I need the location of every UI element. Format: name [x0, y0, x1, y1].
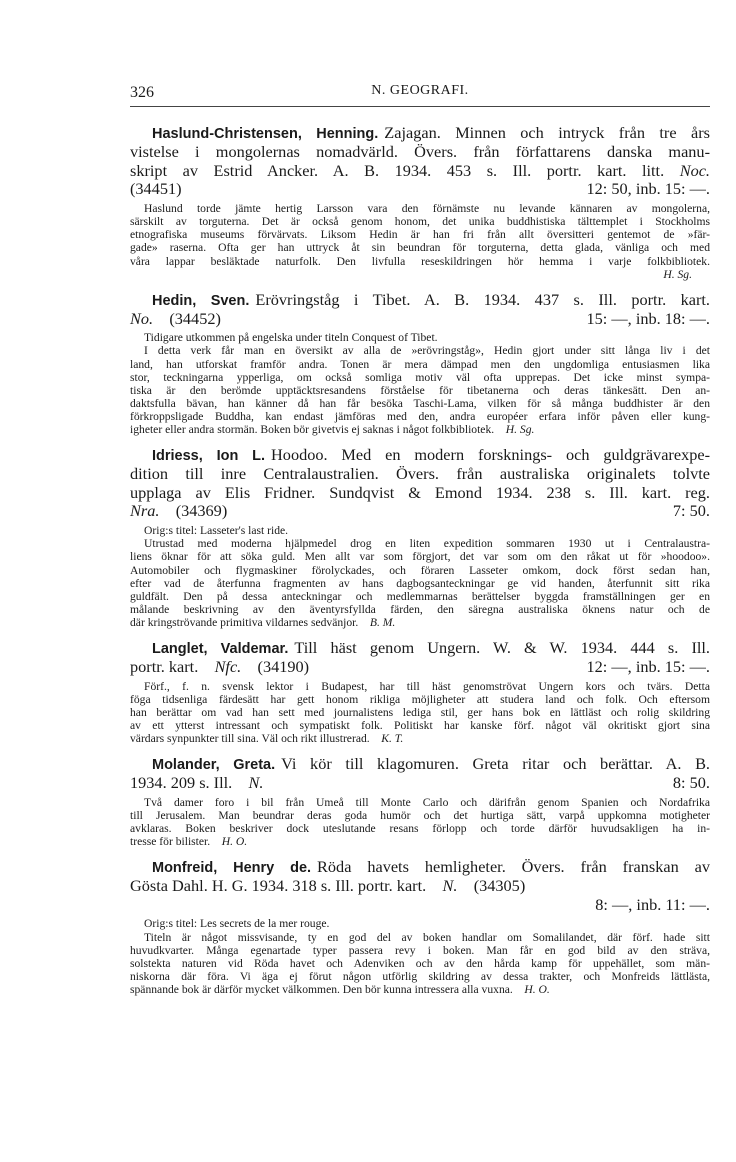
author-name: Haslund-Christensen, Henning. — [152, 126, 379, 142]
review-line — [130, 255, 710, 268]
review-text: huvudkvarter. Många egenartade typer passera revy i boken. Man får en god bild av den sträva, — [130, 943, 710, 957]
review — [130, 331, 710, 436]
review-text: värdars synpunkter till sina. Väl och rikt illustrerad. — [130, 732, 370, 745]
book-entry — [130, 755, 710, 848]
catalog-number: (34369) — [175, 501, 228, 521]
review-text: våra lappar besläktade naturfolk. Den livfulla reseskildringen hör hemma i varje folkbibliotek. — [130, 254, 710, 268]
review-line — [130, 202, 710, 215]
publisher-code: N. — [248, 772, 264, 792]
reviewer-signature: H. O. — [221, 834, 248, 848]
author-name: Idriess, Ion L. — [152, 448, 266, 465]
review-text: stor, teckningarna ypperliga, om också somliga motiv väl ofta upprepas. Det icke minst sympa- — [130, 370, 710, 384]
review-line — [130, 423, 710, 436]
price-line — [130, 896, 710, 915]
biblio-text: Till häst genom Ungern. W. & W. 1934. 444 s. Ill. — [294, 639, 710, 658]
review-text: I detta verk får man en översikt av alla de »erövringståg», Hedin gjort under sitt långa liv i det — [144, 344, 710, 358]
publisher-code: Nra. — [130, 501, 160, 521]
review — [130, 202, 710, 281]
biblio-left — [130, 310, 221, 329]
review-text: etnografiska museums förvärvats. Liksom Hedin är han fri från allt översitteri gentemot de »fär- — [130, 228, 710, 242]
review-line — [130, 931, 710, 944]
review-text: igheter eller andra stormän. Boken bör givetvis ej saknas i något folkbibliotek. — [130, 423, 495, 436]
biblio-line — [130, 446, 710, 465]
publisher-code: Nfc. — [214, 656, 242, 676]
biblio-left — [130, 180, 182, 199]
review-line — [130, 706, 710, 719]
publisher-code: No. — [130, 308, 154, 328]
review-line — [130, 809, 710, 822]
author-name: Hedin, Sven. — [152, 292, 250, 309]
review-line — [130, 577, 710, 590]
price: 12: —, inb. 15: —. — [586, 656, 710, 676]
review-line — [130, 957, 710, 970]
biblio-text: Gösta Dahl. H. G. 1934. 318 s. Ill. portr. kart. — [130, 875, 427, 895]
review-text: Titeln är något missvisande, ty en god del av boken handlar om Somalilandet, där förf. hade sitt — [144, 930, 710, 944]
biblio-line — [130, 774, 710, 793]
catalog-number: (34305) — [473, 875, 526, 895]
review-text: solstekta naturen vid Röda havet och Adenviken och av den hårda kamp för uppehället, som män- — [130, 956, 710, 970]
biblio-text: upplaga av Elis Fridner. Sundqvist & Emond 1934. 238 s. Ill. kart. reg. — [130, 483, 710, 502]
review-line — [130, 268, 710, 281]
biblio-left — [130, 502, 227, 521]
biblio-text: vistelse i mongolernas nomadvärld. Övers. från författarens danska manu- — [130, 142, 710, 161]
section-title: N. GEOGRAFI. — [371, 83, 469, 98]
review-line — [130, 215, 710, 228]
review-text: guldfält. Den på dessa anteckningar och medlemmarnas berättelser byggda framställningen ger en — [130, 589, 710, 603]
page-number: 326 — [130, 84, 154, 101]
review-text: Utrustad med moderna hjälpmedel drog en liten expedition sommaren 1930 ut i Centralaustra- — [144, 537, 710, 551]
review-line — [130, 796, 710, 809]
biblio-text: portr. kart. — [130, 656, 199, 676]
biblio-line — [130, 291, 710, 310]
review-line — [130, 835, 710, 848]
reviewer-signature: H. O. — [524, 982, 550, 996]
review-text: efter vad de återfunna fragmenten av hans dagbogsanteckningar ge vid handen, återfunnit sitt rika — [130, 576, 710, 590]
publisher-code: N. — [442, 875, 458, 895]
review — [130, 524, 710, 629]
review-text: särskilt av torguterna. Det är också genom honom, det unika buddhistiska tälttemplet i Stockholms — [130, 215, 710, 229]
price: 8: —, inb. 11: —. — [595, 894, 710, 914]
biblio-text: Hoodoo. Med en modern forsknings- och guldgrävarexpe- — [271, 446, 710, 465]
review-text: han berättar om vad han sett med journalistens lediga stil, ger hans bok en lättläst och rolig skildring — [130, 705, 710, 719]
biblio-line — [130, 755, 710, 774]
review — [130, 680, 710, 745]
biblio-text: 1934. 209 s. Ill. — [130, 772, 233, 792]
reviewer-signature: K. T. — [381, 732, 404, 745]
review-text: daktsfulla bävan, han känner då han får besöka Taschi-Lama, vilken för så många buddhister är den — [130, 396, 710, 410]
reviewer-signature: H. Sg. — [663, 267, 692, 281]
review-text: Haslund torde jämte hertig Larsson vara den förnämste nu levande kännaren av mongolerna, — [144, 202, 710, 216]
biblio-text: dition till inre Centralaustralien. Övers. från australiska originalets tolvte — [130, 464, 710, 483]
book-entry — [130, 124, 710, 281]
review-text: land, han utforskat framför andra. Tonen är mera dämpad men den ungdomliga entusiasmen lika — [130, 357, 710, 371]
biblio-line — [130, 143, 710, 162]
publisher-code: Noc. — [679, 161, 710, 180]
page-header — [130, 80, 710, 102]
biblio-line — [130, 877, 710, 896]
review-text: tresse för bilister. — [130, 834, 211, 848]
catalog-number: (34190) — [257, 656, 310, 676]
review-line — [130, 397, 710, 410]
review-line — [130, 732, 710, 745]
review-text: liens öknar för att söka guld. Men allt var som förgjort, det var som om den råkat ut för »hoodoo». — [130, 550, 710, 564]
document-page — [130, 80, 710, 1006]
review-line — [130, 822, 710, 835]
review-line — [130, 331, 710, 344]
review-line — [130, 344, 710, 357]
review-line — [130, 680, 710, 693]
biblio-text: Zajagan. Minnen och intryck från tre års — [384, 124, 710, 142]
review-text: Tidigare utkommen på engelska under titeln Conquest of Tibet. — [144, 331, 438, 345]
review-line — [130, 524, 710, 537]
price: 7: 50. — [672, 501, 710, 521]
biblio-line — [130, 658, 710, 677]
biblio-left — [130, 658, 309, 677]
biblio-left — [130, 774, 280, 793]
review — [130, 917, 710, 996]
review-line — [130, 970, 710, 983]
author-name: Langlet, Valdemar. — [152, 641, 289, 658]
book-entry — [130, 858, 710, 996]
header-rule — [130, 106, 710, 107]
reviewer-signature: H. Sg. — [505, 423, 535, 436]
review-text: Automobiler och flygmaskiner förolyckades, och föraren Lasseter omkom, dock först sedan han, — [130, 563, 710, 577]
biblio-text: skript av Estrid Ancker. A. B. 1934. 453 s. Ill. portr. kart. litt. — [130, 161, 665, 180]
review-text: Orig:s titel: Lasseter's last ride. — [144, 524, 289, 538]
review-line — [130, 371, 710, 384]
review-text: tiska är den berömde upptäcktsresandens förståelse för tibetanerna och deras tänkesätt. Den an- — [130, 383, 710, 397]
review-line — [130, 241, 710, 254]
review-text: Orig:s titel: Les secrets de la mer rouge. — [144, 917, 330, 931]
author-name: Molander, Greta. — [152, 757, 276, 774]
catalog-number: (34451) — [130, 179, 182, 199]
review — [130, 796, 710, 848]
review-text: spännande bok är därför mycket välkommen. Den bör kunna intressera alla vuxna. — [130, 982, 513, 996]
review-text: föga tidsenliga färdesätt har gett honom rikliga möjligheter att studera land och folk. Och eftersom — [130, 692, 710, 706]
review-text: Två damer foro i bil från Umeå till Monte Carlo och därifrån genom Spanien och Nordafrika — [144, 795, 710, 809]
price: 15: —, inb. 18: —. — [586, 308, 710, 328]
biblio-text: Vi kör till klagomuren. Greta ritar och berättar. A. B. — [281, 755, 710, 774]
review-text: gade» raserna. Ofta ger han uttryck åt sin beundran för torguterna, detta glada, vänliga och med — [130, 241, 710, 255]
review-line — [130, 228, 710, 241]
review-text: av ett ytterst intressant och sympatiskt folk. Politiskt har kanske förf. något väl okritiskt gjort sina — [130, 718, 710, 732]
author-name: Monfreid, Henry de. — [152, 860, 312, 877]
review-line — [130, 358, 710, 371]
review-line — [130, 616, 710, 629]
biblio-line — [130, 465, 710, 484]
review-line — [130, 410, 710, 423]
review-text: niskorna där föra. Vi äga ej förut någon utförlig skildring av dessa trakter, och Monfreids lättlästa, — [130, 969, 710, 983]
biblio-line — [130, 124, 710, 143]
catalog-number: (34452) — [169, 308, 221, 328]
review-text: där kringströvande primitiva vildarnes sedvänjor. — [130, 615, 359, 629]
review-text: Förf., f. n. svensk lektor i Budapest, har till häst genomströvat Ungern kors och tvärs. Detta — [144, 679, 710, 693]
review-line — [130, 693, 710, 706]
biblio-left — [130, 877, 525, 896]
review-text: avklaras. Boken beskriver dock uteslutande resans förlopp och torde därför huvudsakligen ha in- — [130, 821, 710, 835]
biblio-line — [130, 180, 710, 199]
biblio-text: Röda havets hemligheter. Övers. från franskan av — [317, 858, 710, 877]
entry-list — [130, 124, 710, 996]
biblio-line — [130, 162, 710, 181]
price: 12: 50, inb. 15: —. — [586, 179, 710, 199]
price: 8: 50. — [672, 772, 710, 792]
review-text: till Jerusalem. Man beundrar deras goda humör och det hurtiga sätt, varpå uppkomna motigheter — [130, 808, 710, 822]
review-line — [130, 603, 710, 616]
review-line — [130, 564, 710, 577]
review-text: förkroppsligade Buddha, kan endast jämföras med den, andra européer erfara inför påven eller kung- — [130, 409, 710, 423]
review-line — [130, 537, 710, 550]
review-line — [130, 590, 710, 603]
biblio-line — [130, 502, 710, 521]
review-line — [130, 917, 710, 930]
biblio-line — [130, 858, 710, 877]
reviewer-signature: B. M. — [369, 615, 396, 629]
review-line — [130, 944, 710, 957]
biblio-line — [130, 639, 710, 658]
review-line — [130, 550, 710, 563]
book-entry — [130, 446, 710, 629]
biblio-line — [130, 310, 710, 329]
review-line — [130, 719, 710, 732]
book-entry — [130, 291, 710, 436]
review-line — [130, 983, 710, 996]
book-entry — [130, 639, 710, 745]
review-text: målande beskrivning av den äventyrsfyllda färden, den säregna australiska öknens natur och de — [130, 602, 710, 616]
biblio-text: Erövringståg i Tibet. A. B. 1934. 437 s. Ill. portr. kart. — [255, 290, 710, 309]
review-line — [130, 384, 710, 397]
biblio-line — [130, 484, 710, 503]
